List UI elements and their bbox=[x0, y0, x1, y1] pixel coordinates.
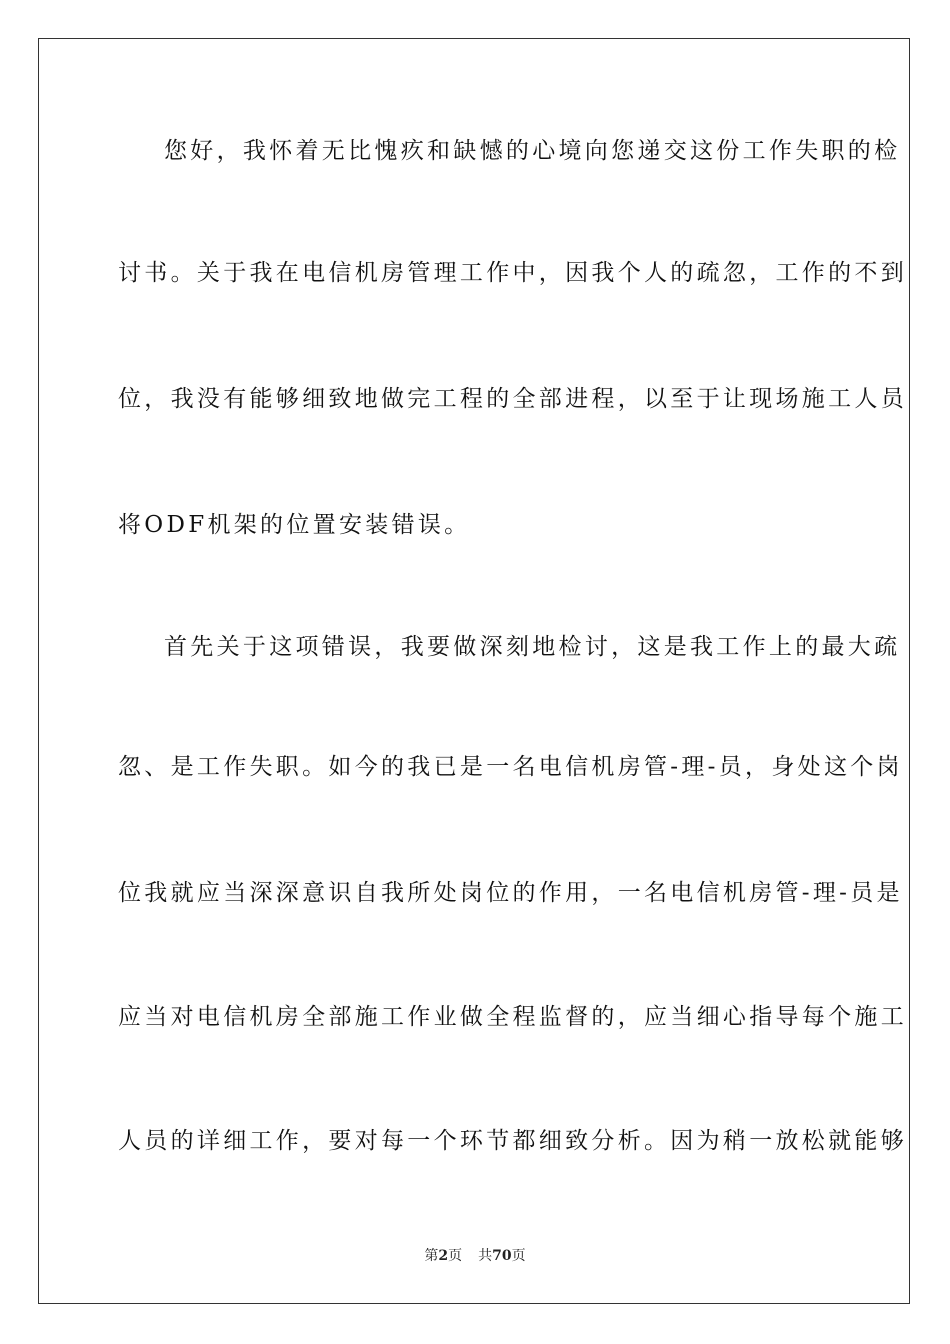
paragraph-line-4: 将ODF机架的位置安装错误。 bbox=[118, 512, 471, 538]
paragraph-line-6: 忽、是工作失职。如今的我已是一名电信机房管-理-员，身处这个岗 bbox=[118, 754, 903, 780]
paragraph-line-2: 讨书。关于我在电信机房管理工作中，因我个人的疏忽，工作的不到 bbox=[118, 260, 907, 286]
total-pages-number: 70 bbox=[492, 1248, 512, 1264]
paragraph-line-5: 首先关于这项错误，我要做深刻地检讨，这是我工作上的最大疏 bbox=[164, 634, 901, 660]
page-border bbox=[38, 38, 910, 1304]
footer-prefix: 第 bbox=[424, 1248, 439, 1264]
footer-total-prefix: 共 bbox=[478, 1248, 493, 1264]
paragraph-line-7: 位我就应当深深意识自我所处岗位的作用，一名电信机房管-理-员是 bbox=[118, 880, 903, 906]
paragraph-line-9: 人员的详细工作，要对每一个环节都细致分析。因为稍一放松就能够 bbox=[118, 1128, 907, 1154]
footer-total-unit: 页 bbox=[511, 1248, 526, 1264]
page-number-footer bbox=[0, 1246, 950, 1266]
current-page-number: 2 bbox=[438, 1248, 449, 1264]
paragraph-line-8: 应当对电信机房全部施工作业做全程监督的，应当细心指导每个施工 bbox=[118, 1004, 907, 1030]
paragraph-line-3: 位，我没有能够细致地做完工程的全部进程，以至于让现场施工人员 bbox=[118, 386, 907, 412]
footer-page-unit: 页 bbox=[448, 1248, 463, 1264]
paragraph-line-1: 您好，我怀着无比愧疚和缺憾的心境向您递交这份工作失职的检 bbox=[164, 138, 901, 164]
